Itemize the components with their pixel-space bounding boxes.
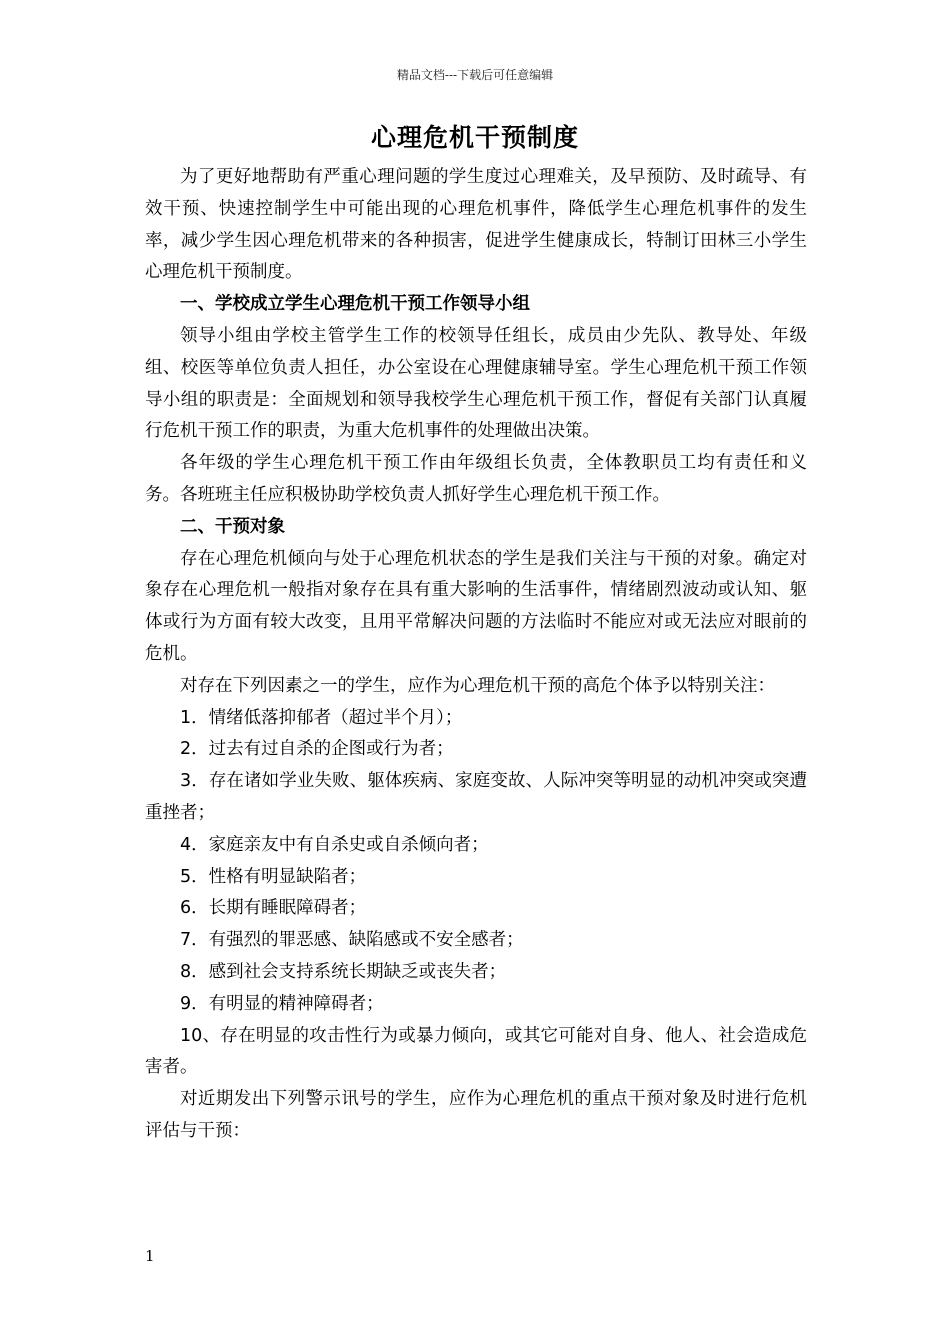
list-item: 3．存在诸如学业失败、躯体疾病、家庭变故、人际冲突等明显的动机冲突或突遭重挫者；	[145, 771, 807, 823]
list-item: 1．情绪低落抑郁者（超过半个月）；	[180, 707, 463, 728]
list-item: 7．有强烈的罪恶感、缺陷感或不安全感者；	[180, 930, 524, 951]
document-body	[145, 162, 807, 1148]
page-number: 1	[145, 1247, 155, 1265]
paragraph-responsibility: 各年级的学生心理危机干预工作由年级组长负责，全体教职员工均有责任和义务。各班班主任应积极协助学校负责人抓好学生心理危机干预工作。	[145, 453, 807, 505]
list-item: 6．长期有睡眠障碍者；	[180, 898, 367, 919]
paragraph-intro: 为了更好地帮助有严重心理问题的学生度过心理难关，及早预防、及时疏导、有效干预、快速控制学生中可能出现的心理危机事件，降低学生心理危机事件的发生率，减少学生因心理危机带来的各种损害，促进学生健康成长，特制订田林三小学生心理危机干预制度。	[145, 167, 807, 283]
paragraph-high-risk-intro: 对存在下列因素之一的学生，应作为心理危机干预的高危个体予以特别关注：	[180, 675, 775, 696]
list-item: 9．有明显的精神障碍者；	[180, 993, 384, 1014]
section-heading-1: 一、学校成立学生心理危机干预工作领导小组	[180, 294, 530, 315]
paragraph-targets: 存在心理危机倾向与处于心理危机状态的学生是我们关注与干预的对象。确定对象存在心理危机一般指对象存在具有重大影响的生活事件，情绪剧烈波动或认知、躯体或行为方面有较大改变，且用平常解决问题的方法临时不能应对或无法应对眼前的危机。	[145, 548, 807, 664]
list-item: 10、存在明显的攻击性行为或暴力倾向，或其它可能对自身、他人、社会造成危害者。	[145, 1025, 807, 1078]
list-item: 8．感到社会支持系统长期缺乏或丧失者；	[180, 961, 507, 982]
document-title: 心理危机干预制度	[370, 123, 579, 152]
page-header-note: 精品文档---下载后可任意编辑	[396, 68, 554, 82]
list-item: 2．过去有过自杀的企图或行为者；	[180, 739, 454, 760]
paragraph-leadership: 领导小组由学校主管学生工作的校领导任组长，成员由少先队、教导处、年级组、校医等单位负责人担任，办公室设在心理健康辅导室。学生心理危机干预工作领导小组的职责是：全面规划和领导我校学生心理危机干预工作，督促有关部门认真履行危机干预工作的职责，为重大危机事件的处理做出决策。	[145, 325, 807, 442]
list-item: 4．家庭亲友中有自杀史或自杀倾向者；	[180, 834, 489, 855]
list-item: 5．性格有明显缺陷者；	[180, 866, 367, 887]
section-heading-2: 二、干预对象	[180, 516, 285, 537]
paragraph-warning-signals: 对近期发出下列警示讯号的学生，应作为心理危机的重点干预对象及时进行危机评估与干预：	[145, 1089, 807, 1141]
